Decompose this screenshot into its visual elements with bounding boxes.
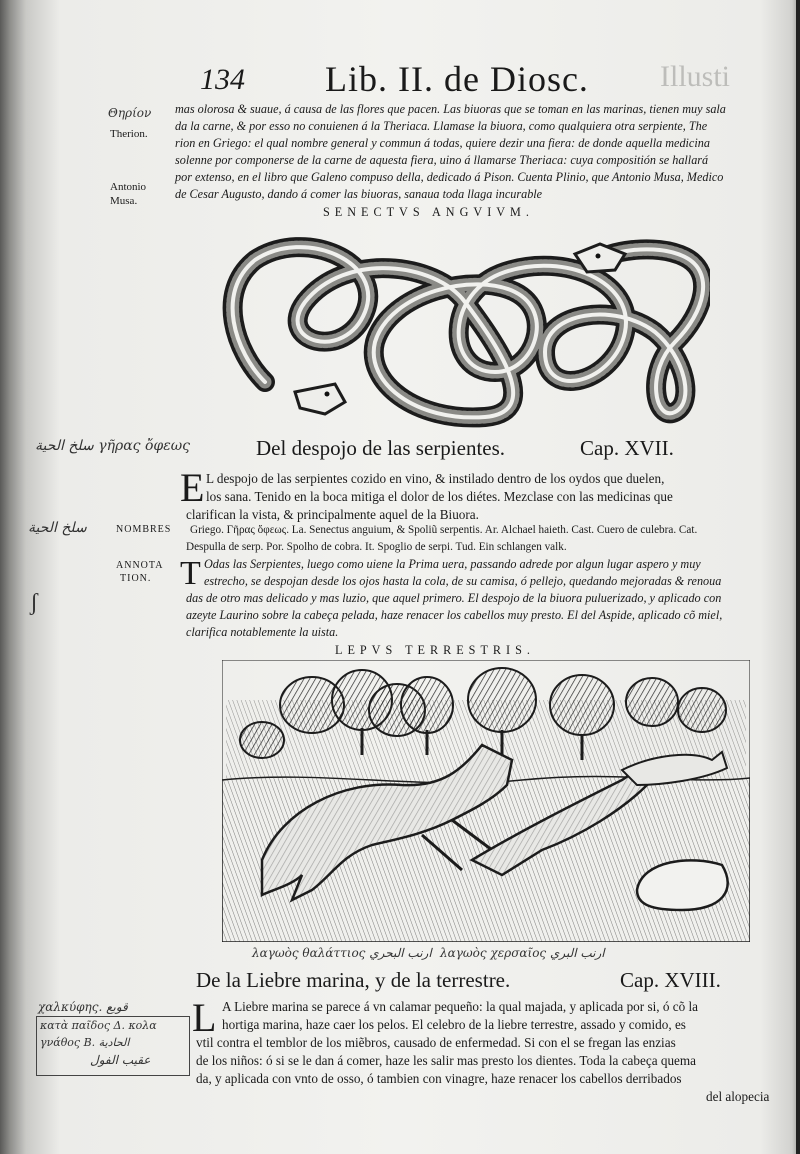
figure-handwriting-right: λαγωὸς χερσαῖος ارنب البري <box>440 946 605 960</box>
margin-label-nombres: NOMBRES <box>116 524 172 535</box>
figure-caption-snake: SENECTVS ANGVIVM. <box>323 205 534 219</box>
hare-hunt-woodcut <box>222 660 750 942</box>
margin-handwriting: κατὰ παῖδος Δ. κολα <box>40 1019 157 1032</box>
catchword: del alopecia <box>706 1089 770 1104</box>
chapter-heading: De la Liebre marina, y de la terrestre. <box>196 968 511 992</box>
figure-handwriting-left: λαγωὸς θαλάττιος ارنب البحري <box>252 946 432 960</box>
names-line: Despulla de serp. Por. Spolho de cobra. It. Spoglio de serpi. Tud. Ein schlangen valk. <box>186 541 567 553</box>
page-number: 134 <box>200 63 245 96</box>
text-line: de los niños: ó si se le dan á comer, haze les salir mas presto los dientes. Toda la cabeça quema <box>196 1053 697 1068</box>
text-line: L despojo de las serpientes cozido en vino, & instilado dentro de los oydos que duelen, <box>206 471 665 486</box>
snake-woodcut <box>215 232 710 432</box>
drop-cap: E <box>180 465 205 510</box>
text-line: vtil contra el temblor de los miẽbros, causado de enfermedad. Si con el se fregan las enzias <box>196 1035 676 1050</box>
text-line: de Cesar Augusto, dando á comer las biuoras, sanaua toda llaga incurable <box>175 187 543 201</box>
margin-handwriting: χαλκύφης. قوبع <box>38 1000 128 1014</box>
drop-cap: T <box>180 555 201 592</box>
text-line: los sana. Tenido en la boca mitiga el dolor de los diétes. Mezclase con las medicinas que <box>206 489 673 504</box>
margin-mark: ʃ <box>30 590 38 616</box>
text-line: mas olorosa & suaue, á causa de las flores que pacen. Las biuoras que se toman en las marinas, tienen muy sala <box>175 102 726 116</box>
text-line: A Liebre marina se parece á vn calamar pequeño: la qual majada, y aplicada por si, ó cõ la <box>222 999 698 1014</box>
text-line: rion en Griego: el qual nombre general y commun á todas, quiere dezir una fiera: de donde aquella medicina <box>175 136 710 150</box>
margin-handwriting-nombres: سلخ الحية <box>28 520 87 536</box>
margin-handwriting-spolium: سلخ الحية γῆρας ὄφεως <box>35 438 190 454</box>
bleed-through-text: Illusti <box>660 60 731 93</box>
text-line: da la carne, & por esso no conuienen á la Theriaca. Llamase la biuora, como qualquiera otra serpiente, The <box>175 119 708 133</box>
figure-caption-hare: LEPVS TERRESTRIS. <box>335 643 535 657</box>
margin-note-therion: Therion. <box>110 128 148 140</box>
text-line: Odas las Serpientes, luego como uiene la Prima uera, passando adrede por algun lugar aspero y muy <box>204 557 701 571</box>
drop-cap: L <box>192 995 217 1040</box>
text-line: por extenso, en el libro que Galeno compuso della, dedicado á Pison. Cuenta Plinio, que Antonio Musa, Medico <box>175 170 724 184</box>
text-line: solenne por componerse de la carne de aquesta fiera, uino á llamarse Theriaca: cuya compositión se hallará <box>175 153 709 167</box>
text-line: das de otro mas delicado y mas luzio, que aquel primero. El despojo de la biuora puluerizado, y aplicado con <box>186 591 722 605</box>
margin-note-musa: Musa. <box>110 195 138 207</box>
text-line: clarifica notablemente la uista. <box>186 625 339 639</box>
margin-handwriting: γνάθος Β. الحادية <box>40 1036 130 1049</box>
margin-label-annota: ANNOTA <box>116 560 164 571</box>
text-line: azeyte Laurino sobre la cabeça pelada, haze renacer los cabellos muy presto. El del Aspide, aplicado cõ miel, <box>186 608 723 622</box>
running-head: Lib. II. de Diosc. <box>325 59 589 99</box>
margin-handwriting: عقيب الفول <box>90 1053 151 1067</box>
chapter-number: Cap. XVIII. <box>620 968 721 992</box>
names-line: Griego. Γῆρας ὄφεως. La. Senectus anguium, & Spoliũ serpentis. Ar. Alchael haieth. Cast. Cuero de culebra. Cat. <box>190 524 698 536</box>
text-line: hortiga marina, haze caer los pelos. El celebro de la liebre terrestre, assado y comido, es <box>222 1017 686 1032</box>
text-line: estrecho, se despojan desde los ojos hasta la cola, de su camisa, ó pellejo, quedando mejoradas & renoua <box>204 574 722 588</box>
chapter-heading: Del despojo de las serpientes. <box>256 436 506 460</box>
margin-label-tion: TION. <box>120 573 152 584</box>
text-line: clarifican la vista, & principalmente aquel de la Biuora. <box>186 507 479 522</box>
text-line: da, y aplicada con vnto de osso, ó tambien con vinagre, haze renacer los cabellos derribados <box>196 1071 682 1086</box>
chapter-number: Cap. XVII. <box>580 436 674 460</box>
margin-handwriting-therion: Θηρίον <box>108 106 152 120</box>
margin-note-antonio: Antonio <box>110 181 147 193</box>
